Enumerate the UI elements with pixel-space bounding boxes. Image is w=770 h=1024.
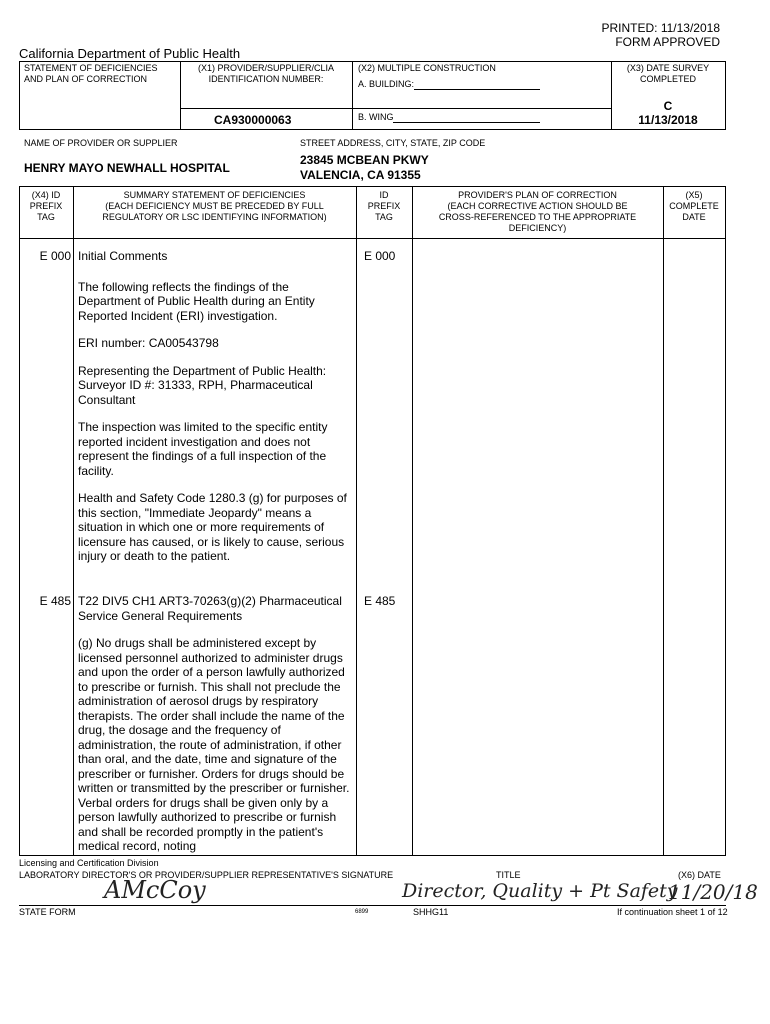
e000-p3: Representing the Department of Public Health: Surveyor ID #: 31333, RPH, Pharmaceutical Consultant bbox=[78, 363, 327, 407]
e000-id-tag: E 000 bbox=[364, 249, 396, 263]
e485-p1: (g) No drugs shall be administered except by licensed personnel authorized to administer drugs and upon the order of a person lawfully authorized to prescribe or furnish. This shall not preclude the administration of aerosol drugs by respiratory therapists. The order shall include the name of the drug, the dosage and the frequency of administration, the route of administration, if other than oral, and the date, time and signature of the prescriber or furnisher. Orders for drugs should be written or transmitted by the prescriber or furnisher. Verbal orders for drugs shall be given only by a person lawfully authorized to prescribe or furnish and shall be recorded promptly in the patient's medical record, noting bbox=[78, 636, 350, 853]
e000-tag: E 000 bbox=[39, 249, 71, 263]
x2-label: (X2) MULTIPLE CONSTRUCTION bbox=[358, 63, 496, 73]
form-approved: FORM APPROVED bbox=[615, 35, 720, 49]
form-code: SHHG11 bbox=[413, 907, 449, 917]
e000-p5: Health and Safety Code 1280.3 (g) for purposes of this section, "Immediate Jeopardy" means a situation in which one or more requirements of licensure has caused, or is likely to cause, serious injury or death to the patient. bbox=[78, 491, 347, 563]
title-label: TITLE bbox=[496, 870, 521, 880]
form-number: 6899 bbox=[355, 909, 369, 915]
signature: AMcCoy bbox=[104, 876, 206, 904]
e485-tag: E 485 bbox=[39, 594, 71, 608]
wing-label: B. WING bbox=[358, 112, 394, 122]
building-label: A. BUILDING: bbox=[358, 79, 415, 89]
address-label: STREET ADDRESS, CITY, STATE, ZIP CODE bbox=[300, 138, 486, 148]
col-plan: PROVIDER'S PLAN OF CORRECTION (EACH CORRECTIVE ACTION SHOULD BE CROSS-REFERENCED TO THE APPROPRIATE DEFICIENCY) bbox=[438, 190, 637, 233]
date-handwritten: 11/20/18 bbox=[668, 880, 758, 904]
date-label: (X6) DATE bbox=[678, 870, 721, 880]
e485-title: T22 DIV5 CH1 ART3-70263(g)(2) Pharmaceutical Service General Requirements bbox=[78, 594, 342, 623]
e000-p2: ERI number: CA00543798 bbox=[78, 336, 219, 350]
col-summary: SUMMARY STATEMENT OF DEFICIENCIES (EACH DEFICIENCY MUST BE PRECEDED BY FULL REGULATORY OR LSC IDENTIFYING INFORMATION) bbox=[102, 190, 327, 222]
e485-id-tag: E 485 bbox=[364, 594, 396, 608]
state-form-label: STATE FORM bbox=[19, 907, 76, 917]
x3-date: 11/13/2018 bbox=[638, 113, 698, 127]
x1-value: CA930000063 bbox=[214, 113, 292, 127]
division-label: Licensing and Certification Division bbox=[19, 858, 159, 868]
e000-p4: The inspection was limited to the specific entity reported incident investigation and does not represent the findings of a full inspection of the facility. bbox=[78, 420, 328, 478]
e000-block bbox=[78, 249, 350, 577]
x3-label: (X3) DATE SURVEY COMPLETED bbox=[626, 63, 710, 84]
e000-title: Initial Comments bbox=[78, 249, 168, 263]
col-x4: (X4) ID PREFIX TAG bbox=[29, 190, 63, 222]
agency-name: California Department of Public Health bbox=[19, 46, 241, 61]
x1-label: (X1) PROVIDER/SUPPLIER/CLIA IDENTIFICATION NUMBER: bbox=[197, 63, 335, 84]
col-id: ID PREFIX TAG bbox=[367, 190, 401, 222]
e000-p1: The following reflects the findings of the Department of Public Health during an Entity Reported Incident (ERI) investigation. bbox=[78, 279, 315, 323]
col-x5: (X5) COMPLETE DATE bbox=[669, 190, 719, 222]
provider-name: HENRY MAYO NEWHALL HOSPITAL bbox=[24, 161, 230, 175]
provider-name-label: NAME OF PROVIDER OR SUPPLIER bbox=[24, 138, 178, 148]
title-handwritten: Director, Quality + Pt Safety bbox=[402, 880, 678, 902]
continuation-sheet: If continuation sheet 1 of 12 bbox=[617, 907, 728, 917]
e485-block bbox=[78, 594, 350, 854]
provider-street: 23845 MCBEAN PKWY bbox=[300, 153, 429, 167]
signature-label: LABORATORY DIRECTOR'S OR PROVIDER/SUPPLIER REPRESENTATIVE'S SIGNATURE bbox=[19, 870, 394, 880]
x3-letter: C bbox=[663, 99, 673, 113]
printed-date: PRINTED: 11/13/2018 bbox=[601, 21, 720, 35]
provider-city: VALENCIA, CA 91355 bbox=[300, 168, 421, 182]
statement-label: STATEMENT OF DEFICIENCIES AND PLAN OF CORRECTION bbox=[24, 63, 158, 84]
